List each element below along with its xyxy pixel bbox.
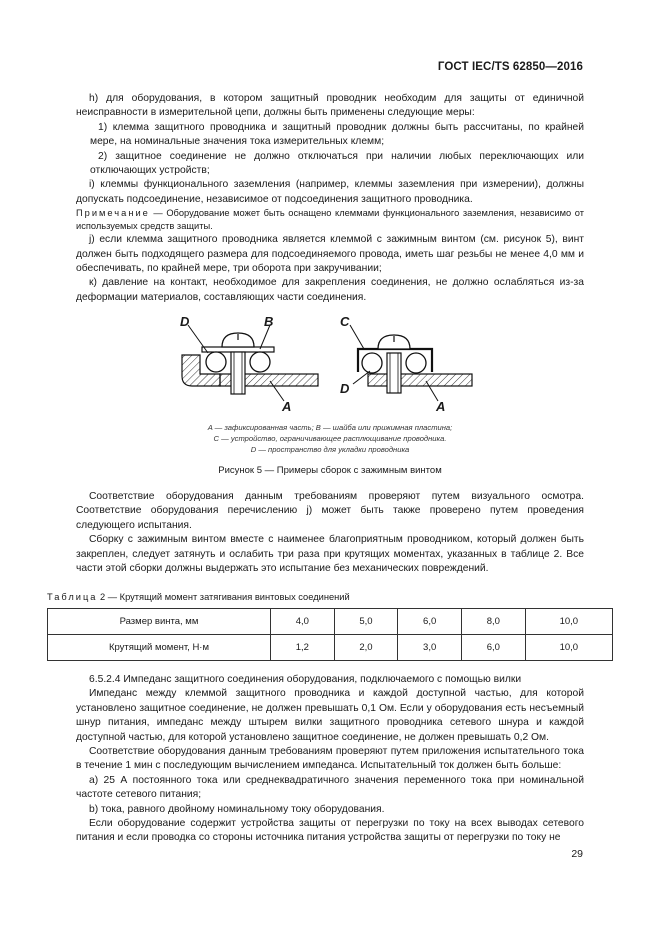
legend-line-2: C — устройство, ограничивающее расплющивание проводника. [213,434,447,443]
label-b: B [264,314,274,329]
label-d-right: D [340,381,350,396]
legend-line-1: A — зафиксированная часть; B — шайба или прижимная пластина; [207,423,453,432]
figure-5-drawing [160,309,520,413]
table-cell: 2,0 [334,635,398,661]
table-cell: 5,0 [334,609,398,635]
compliance-paragraph-1: Соответствие оборудования данным требованиям проверяют путем визуального осмотра. Соответствие оборудования перечислению j) может быть также проверено путем проведения следующего испытания. [76,491,584,531]
item-h-2: 2) защитное соединение не должно отключаться при наличии любых переключающих или отключающих устройств; [90,150,584,177]
table-row [48,635,613,661]
label-a-left: A [282,399,292,413]
legend-line-3: D — пространство для укладки проводника [250,445,410,454]
table-row [48,609,613,635]
table-cell: 4,0 [271,609,335,635]
note [76,207,584,233]
note-label: Примечание [76,208,150,219]
item-a: a) 25 А постоянного тока или среднеквадратичного значения переменного тока при номинальной частоте сетевого питания; [76,774,584,801]
table-caption-label: Таблица [47,592,98,602]
table-caption-text: 2 — Крутящий момент затягивания винтовых соединений [97,592,350,602]
table-cell: 3,0 [398,635,462,661]
standard-header: ГОСТ IEC/TS 62850—2016 [437,61,583,73]
table-cell: 10,0 [525,609,612,635]
torque-table [47,608,613,661]
item-h-1: 1) клемма защитного проводника и защитный проводник должны быть рассчитаны, по крайней мере, на номинальные значения тока измерительных клемм; [90,121,584,148]
label-c: C [340,314,350,329]
table-cell: 8,0 [461,609,525,635]
section-6-5-2-4 [76,673,584,846]
item-j: j) если клемма защитного проводника является клеммой с зажимным винтом (см. рисунок 5), винт должен быть подходящего размера для подсоединяемого провода, иметь шаг резьбы не менее 4,0 мм и обеспечивать, по крайней мере, три оборота при закручивании; [76,234,584,275]
compliance-text [76,490,584,576]
left-assembly [180,314,318,413]
overcurrent-paragraph: Если оборудование содержит устройства защиты от перегрузки по току на всех выводах сетевого питания и если проводка со стороны источника питания устройства защиты от перегрузки по току не [76,818,584,844]
table-cell: 6,0 [398,609,462,635]
impedance-paragraph: Импеданс между клеммой защитного проводника и каждой доступной частью, для которой установлено защитное соединение, не должен превышать 0,1 Ом. Если у оборудования есть несъемный шнур питания, импеданс между штырем вилки защитного проводника сетевого шнура и каждой доступной частью, для которой установлено защитное соединение, не должен превышать 0,2 Ом. [76,688,584,743]
table-caption [47,592,350,602]
page-number: 29 [571,848,583,860]
figure-caption: Рисунок 5 — Примеры сборок с зажимным винтом [218,465,442,476]
item-k: к) давление на контакт, необходимое для закрепления соединения, не должно ослабляться из-за деформации материалов, составляющих части соединения. [76,277,584,303]
table-cell: 1,2 [271,635,335,661]
label-a-right: A [436,399,446,413]
row-header-torque: Крутящий момент, Н·м [48,635,271,661]
table-cell: 10,0 [525,635,612,661]
section-heading: 6.5.2.4 Импеданс защитного соединения оборудования, подключаемого с помощью вилки [89,674,522,685]
requirements-list [76,92,584,305]
row-header-screw-size: Размер винта, мм [48,609,271,635]
label-d-left: D [180,314,190,329]
figure-legend [76,422,584,455]
test-current-paragraph: Соответствие оборудования данным требованиям проверяют путем приложения испытательного тока в течение 1 мин с последующим вычислением импеданса. Испытательный ток должен быть больше: [76,746,584,772]
item-b: b) тока, равного двойному номинальному току оборудования. [89,803,385,815]
right-assembly [340,314,472,413]
note-text: — Оборудование может быть оснащено клеммами функционального заземления, независимо от используемых средств защиты. [76,208,584,232]
compliance-paragraph-2: Сборку с зажимным винтом вместе с наименее благоприятным проводником, который должен быть закреплен, следует затянуть и ослабить три раза при крутящих моментах, указанных в таблице 2. Все части этой сборки должны выдержать это испытание без механических повреждений. [76,534,584,575]
table-cell: 6,0 [461,635,525,661]
item-i: i) клеммы функционального заземления (например, клеммы заземления при измерении), должны допускать подсоединение, независимое от подсоединения защитного проводника. [76,179,584,205]
item-h: h) для оборудования, в котором защитный проводник необходим для защиты от единичной неисправности в измерительной цепи, должны быть применены следующие меры: [76,93,584,119]
